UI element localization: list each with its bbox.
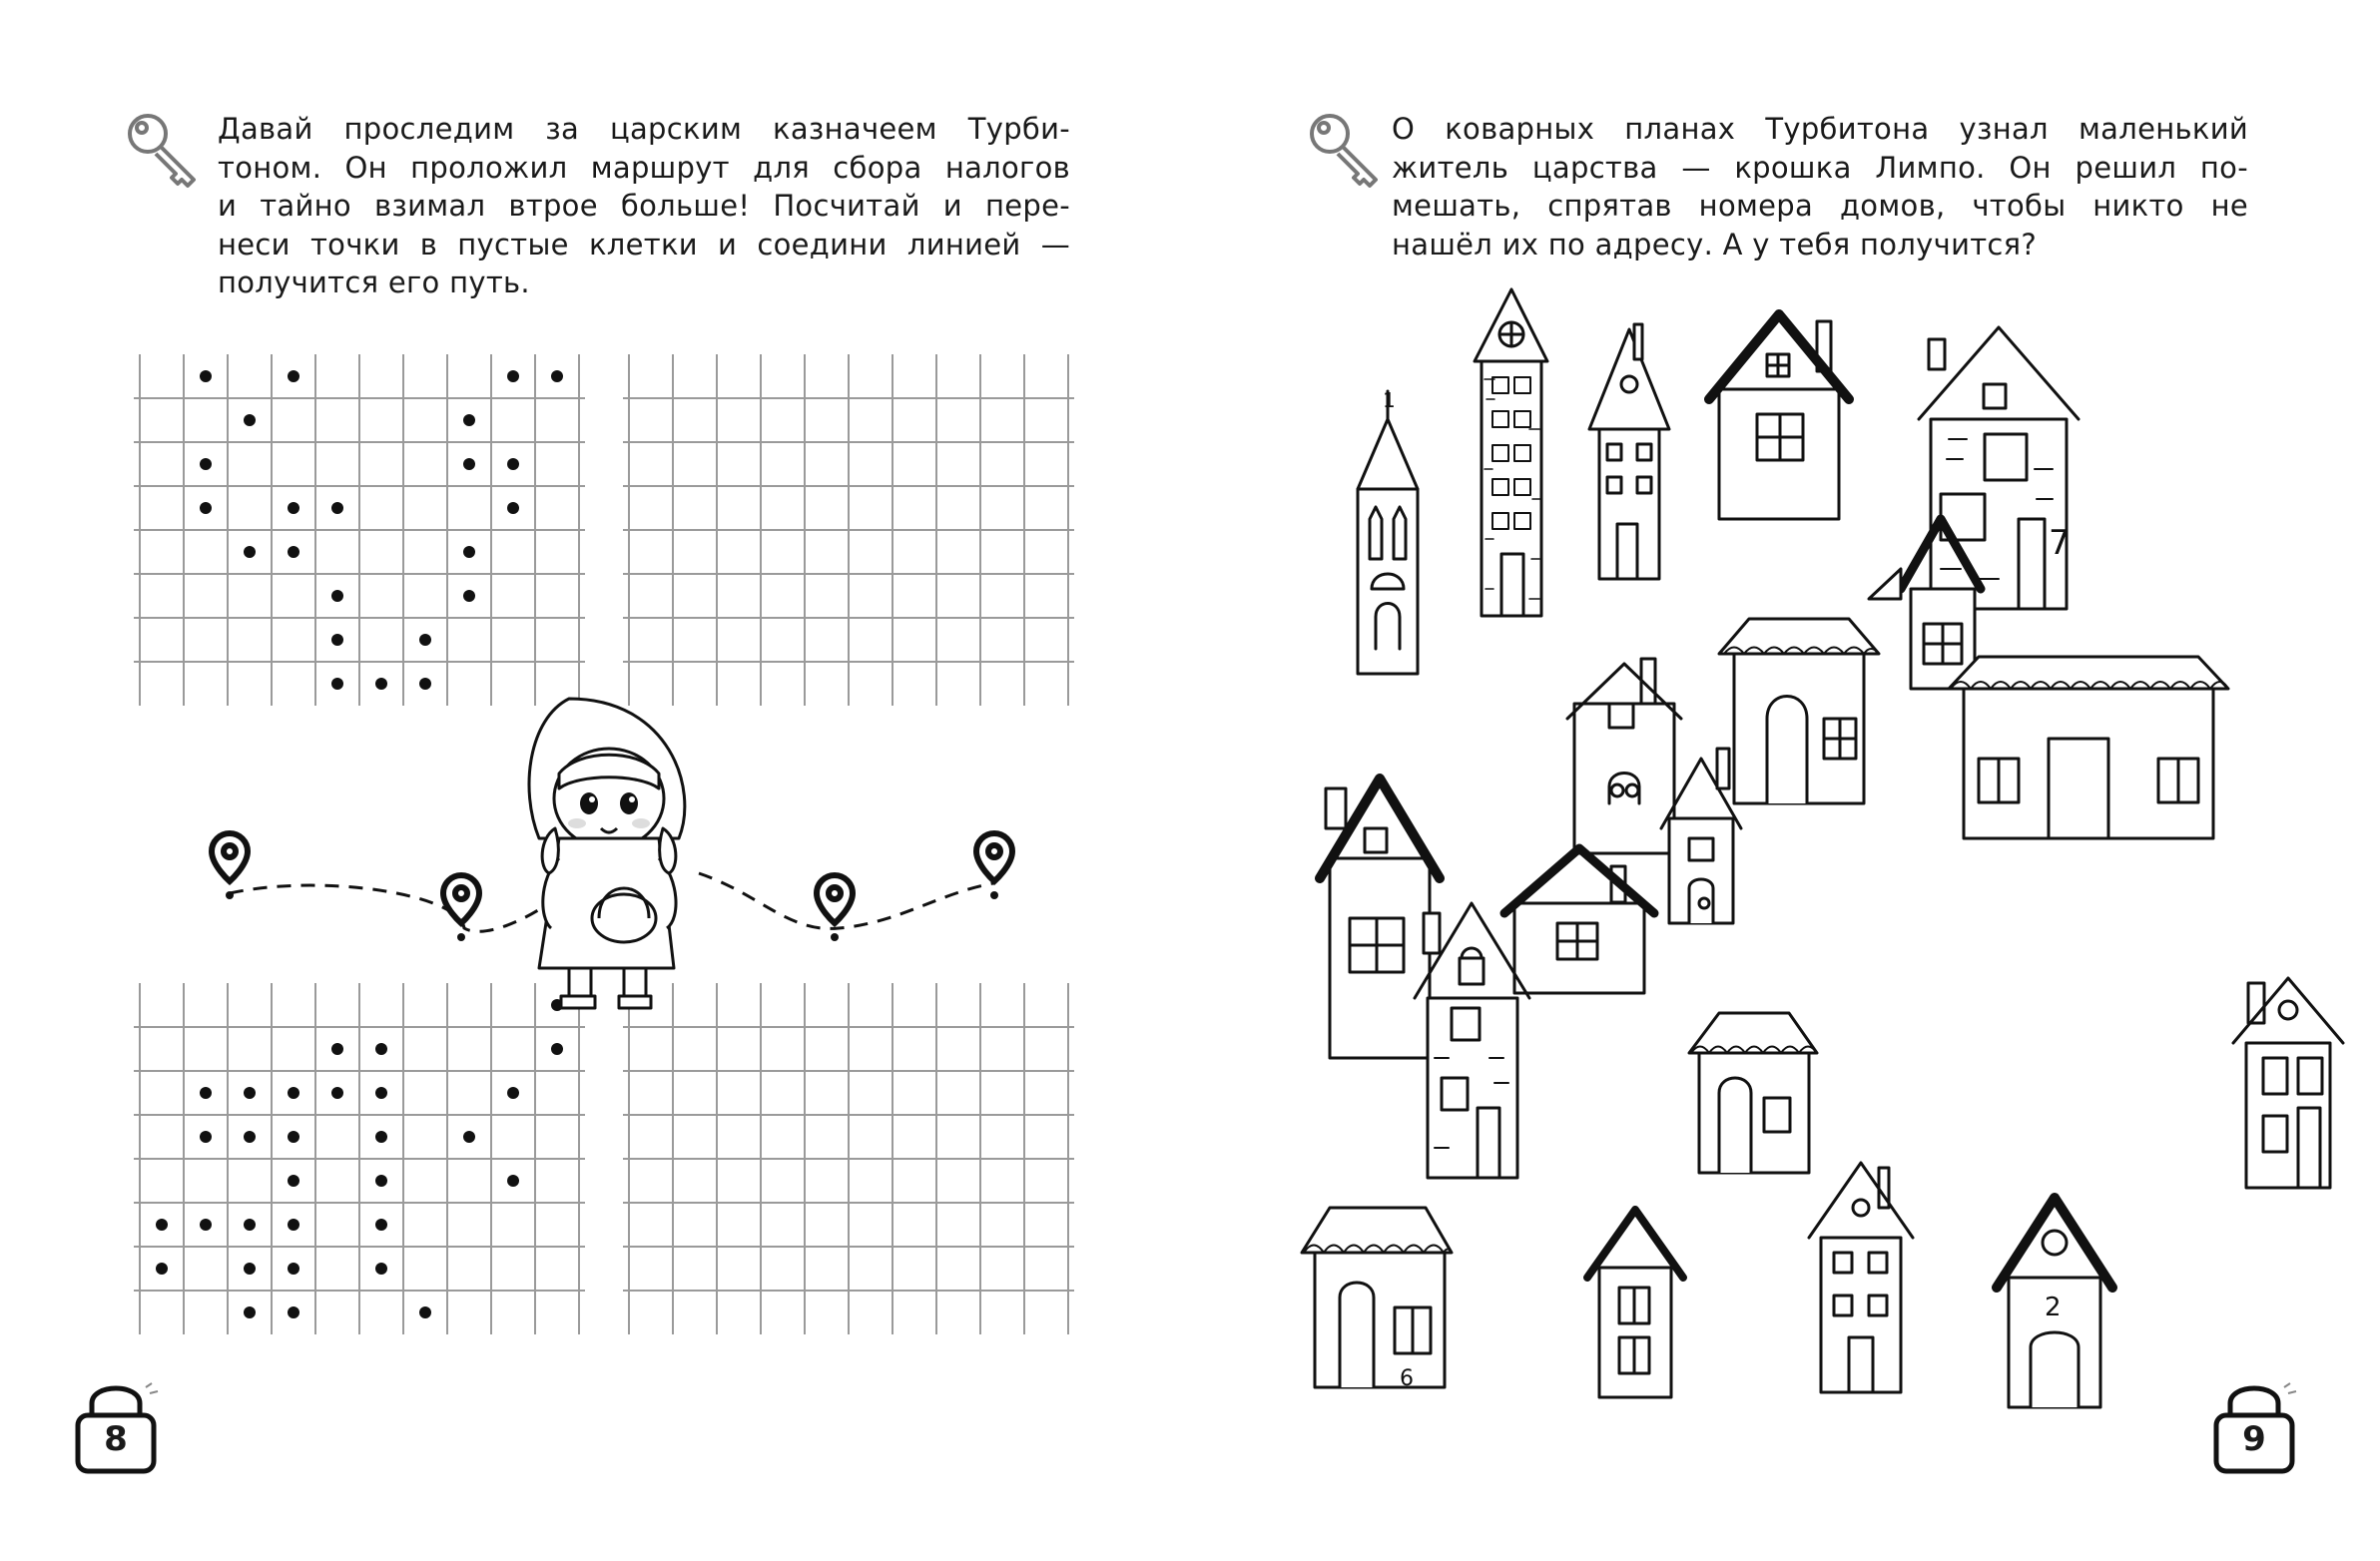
house [1919, 327, 2079, 609]
top-right-empty-grid [629, 354, 1078, 694]
house [1689, 1013, 1817, 1173]
text-line: и тайно взимал втрое больше! Посчитай и пере- [218, 189, 1070, 223]
grid-dot [244, 1219, 256, 1231]
map-pin-icon [817, 875, 853, 941]
grid-dot [288, 1175, 299, 1187]
grid-dot [551, 1043, 563, 1055]
grid-dot [375, 1263, 387, 1275]
grid-dot [331, 678, 343, 690]
grid-dot [419, 634, 431, 646]
grid-dot [288, 1087, 299, 1099]
grid-dot [288, 1131, 299, 1143]
grid-dot [375, 1087, 387, 1099]
house [1949, 657, 2228, 838]
grid-dot [200, 502, 212, 514]
map-pin-icon [443, 875, 479, 941]
grid-dot [463, 414, 475, 426]
grid-dot [200, 1131, 212, 1143]
grid-dot [200, 1219, 212, 1231]
grid-dot [288, 1306, 299, 1318]
grid-dot [463, 458, 475, 470]
map-pin-icon [976, 833, 1012, 899]
grid-dot [331, 634, 343, 646]
grid-dot [288, 502, 299, 514]
page-number: 9 [2242, 1419, 2266, 1459]
grid-dot [375, 1219, 387, 1231]
grid-dot [375, 1131, 387, 1143]
text-line: Давай проследим за царским казначеем Турби- [218, 112, 1070, 146]
grid-dot [507, 370, 519, 382]
grid-dot [288, 1219, 299, 1231]
house [1809, 1163, 1913, 1392]
grid-dot [507, 1087, 519, 1099]
house-number: 6 [1400, 1366, 1414, 1391]
page-number: 8 [104, 1419, 128, 1459]
grid-dot [507, 458, 519, 470]
house [1709, 314, 1849, 519]
grid-dot [331, 1087, 343, 1099]
house [1719, 619, 1879, 803]
grid-dot [375, 1043, 387, 1055]
grid-dot [244, 546, 256, 558]
house [1302, 1208, 1452, 1387]
text-line: мешать, спрятав номера домов, чтобы никто не [1392, 189, 2248, 223]
girl-red-riding-hood-illustration [499, 679, 719, 1018]
grid-dot [375, 1175, 387, 1187]
grid-dot [507, 1175, 519, 1187]
grid-dot [507, 502, 519, 514]
house [1587, 1210, 1683, 1397]
grid-dot [156, 1219, 168, 1231]
house [1504, 848, 1654, 993]
grid-dot [244, 1087, 256, 1099]
house [1320, 779, 1440, 1058]
house-number: 1 [1383, 388, 1396, 412]
grid-dot [463, 1131, 475, 1143]
house [1475, 289, 1547, 616]
text-line: тоном. Он проложил маршрут для сбора налогов [218, 150, 1070, 185]
grid-dot [331, 590, 343, 602]
top-left-dot-grid [140, 354, 589, 694]
grid-dot [200, 1087, 212, 1099]
grid-dot [331, 1043, 343, 1055]
grid-dot [200, 458, 212, 470]
house-number: 2 [2045, 1293, 2062, 1322]
grid-dot [244, 414, 256, 426]
grid-dot [288, 1263, 299, 1275]
text-line: О коварных планах Турбитона узнал маленький [1392, 112, 2248, 146]
text-line: неси точки в пустые клетки и соедини линией — [218, 227, 1070, 261]
grid-dot [288, 546, 299, 558]
page-number-badge [2208, 1379, 2300, 1473]
page-number-badge [70, 1379, 162, 1473]
house [1358, 391, 1418, 674]
key-icon [120, 108, 210, 198]
grid-dot [419, 678, 431, 690]
grid-dot [375, 678, 387, 690]
bottom-right-empty-grid [629, 983, 1078, 1322]
house [2233, 978, 2343, 1188]
right-page [1190, 0, 2380, 1561]
text-line: нашёл их по адресу. А у тебя получится? [1392, 227, 2038, 261]
bottom-left-dot-grid [140, 983, 589, 1322]
grid-dot [244, 1263, 256, 1275]
grid-dot [244, 1306, 256, 1318]
left-intro-text [218, 110, 1070, 302]
houses-illustration [1190, 0, 2380, 1561]
grid-dot [419, 1306, 431, 1318]
grid-dot [551, 370, 563, 382]
house [1415, 903, 1529, 1178]
grid-dot [288, 370, 299, 382]
grid-dot [200, 370, 212, 382]
grid-dot [463, 546, 475, 558]
house-number: 7 [2049, 523, 2071, 563]
grid-dot [331, 502, 343, 514]
text-line: житель царства — крошка Лимпо. Он решил по- [1392, 150, 2248, 185]
grid-dot [463, 590, 475, 602]
grid-dot [156, 1263, 168, 1275]
house [1589, 324, 1669, 579]
grid-dot [244, 1131, 256, 1143]
text-line: получится его путь. [218, 265, 530, 299]
